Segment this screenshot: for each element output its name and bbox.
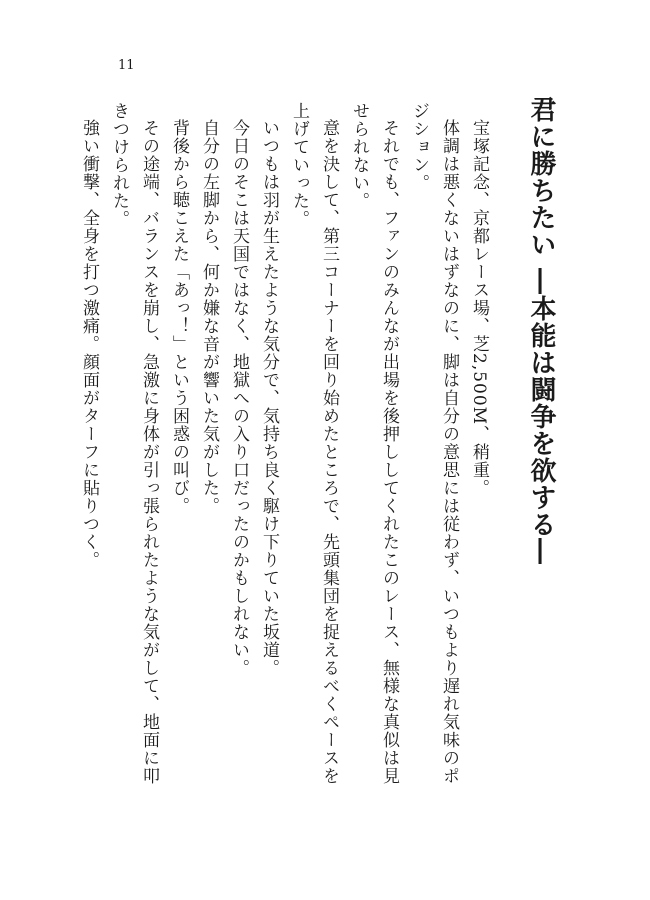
body-text [74, 102, 494, 802]
paragraph: その途端、バランスを崩し、急激に身体が引っ張られたような気がして、地面に叩きつけられた。 [109, 102, 159, 785]
paragraph: 今日のそこは天国ではなく、地獄への入り口だったのかもしれない。 [229, 119, 249, 677]
chapter-title: 君に勝ちたい ―本能は闘争を欲する― [526, 96, 556, 566]
page-number: 11 [118, 58, 135, 73]
paragraph: 自分の左脚から、何か嫌な音が響いた気がした。 [199, 119, 219, 515]
paragraph: 意を決して、第三コーナーを回り始めたところで、先頭集団を捉えるべくペースを上げていった。 [289, 102, 339, 785]
paragraph: 宝塚記念、京都レース場、芝2,500M、稍重。 [469, 119, 489, 498]
paragraph: 体調は悪くないはずなのに、脚は自分の意思には従わず、いつもより遅れ気味のポジション。 [409, 102, 459, 785]
paragraph: 強い衝撃、全身を打つ激痛。顔面がターフに貼りつく。 [79, 119, 99, 569]
paragraph: それでも、ファンのみんなが出場を後押ししてくれたこのレース、無様な真似は見せられない。 [349, 102, 399, 785]
paragraph: いつもは羽が生えたような気分で、気持ち良く駆け下りていた坂道。 [259, 119, 279, 677]
paragraph: 背後から聴こえた「あっ！」という困惑の叫び。 [169, 119, 189, 515]
